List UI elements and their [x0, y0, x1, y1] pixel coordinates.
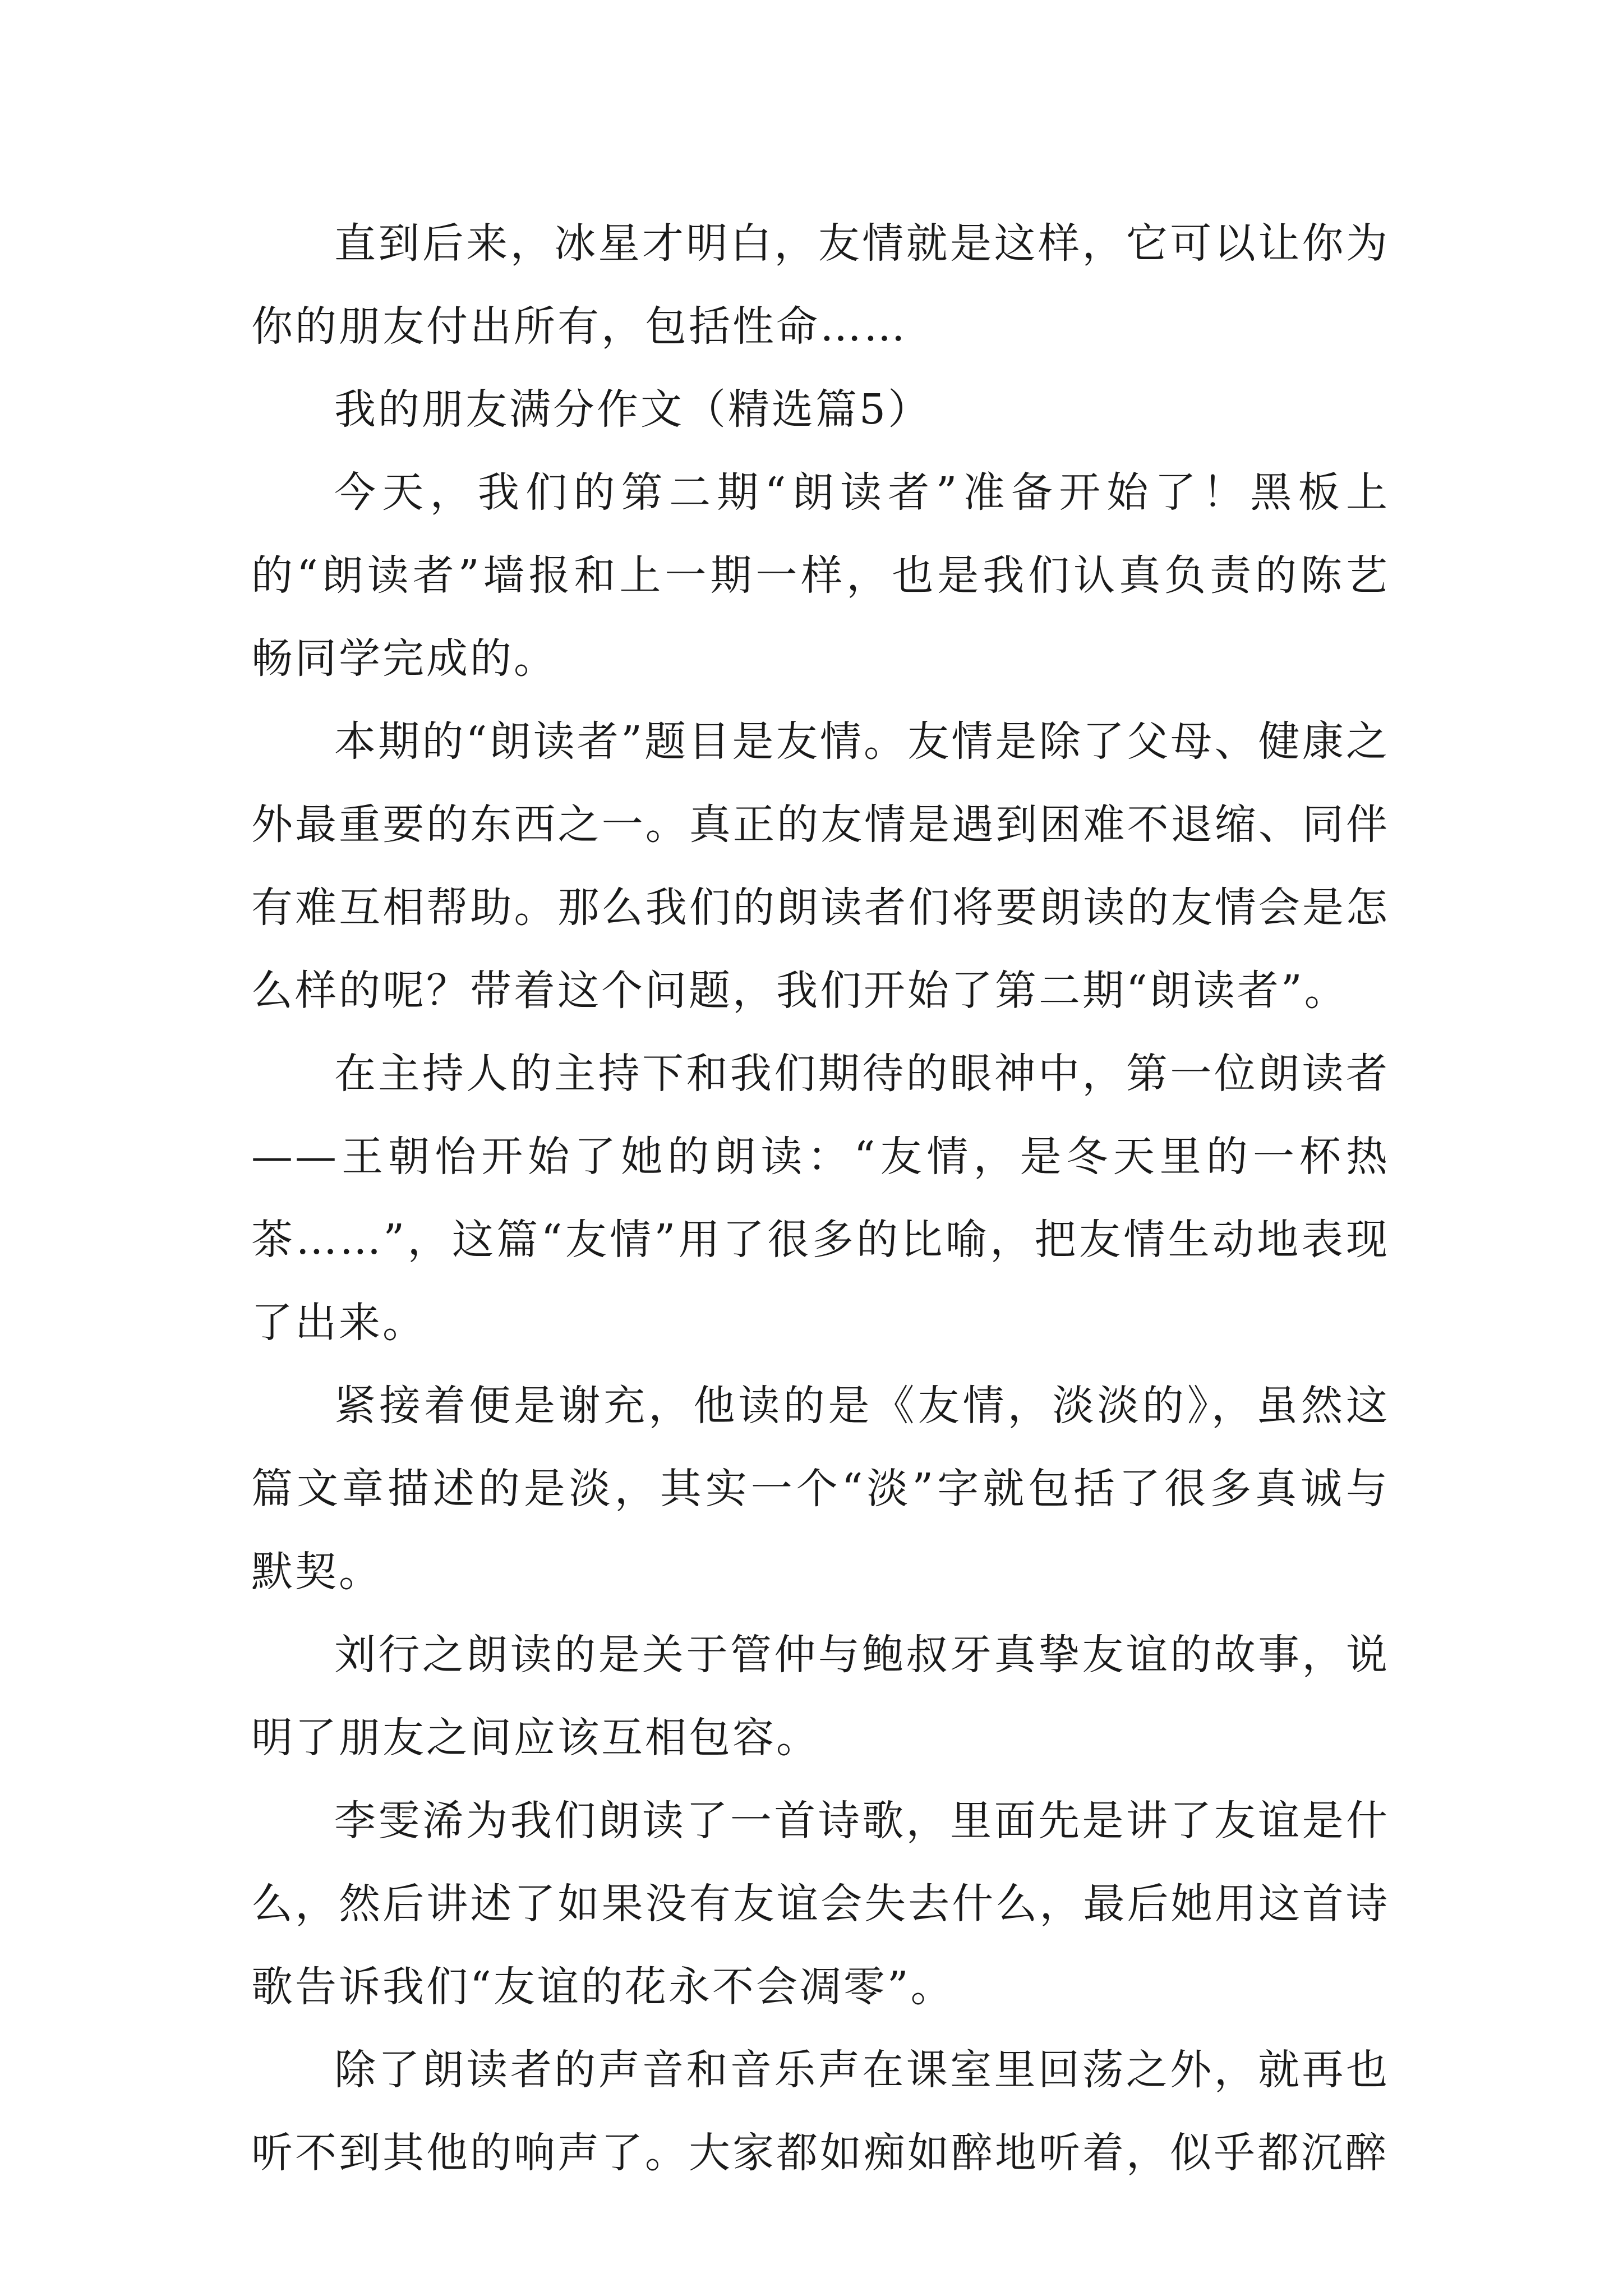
section-heading: 我的朋友满分作文（精选篇5）: [334, 385, 932, 434]
paragraph-2: 今天，我们的第二期“朗读者”准备开始了！黑板上的“朗读者”墙报和上一期一样，也是我们认真负责的陈艺畅同学完成的。: [251, 468, 1390, 683]
paragraph-1: 直到后来，冰星才明白，友情就是这样，它可以让你为你的朋友付出所有，包括性命……: [251, 219, 1390, 351]
paragraph-4: 在主持人的主持下和我们期待的眼神中，第一位朗读者——王朝怡开始了她的朗读：“友情，是冬天里的一杯热茶……”，这篇“友情”用了很多的比喻，把友情生动地表现了出来。: [251, 1050, 1390, 1347]
paragraph-8: 除了朗读者的声音和音乐声在课室里回荡之外，就再也听不到其他的响声了。大家都如痴如醉地听着，似乎都沉醉: [251, 2046, 1390, 2177]
paragraph-5: 紧接着便是谢充，他读的是《友情，淡淡的》，虽然这篇文章描述的是淡，其实一个“淡”字就包括了很多真诚与默契。: [251, 1382, 1390, 1596]
document-body: [251, 202, 1390, 2194]
paragraph-3: 本期的“朗读者”题目是友情。友情是除了父母、健康之外最重要的东西之一。真正的友情是遇到困难不退缩、同伴有难互相帮助。那么我们的朗读者们将要朗读的友情会是怎么样的呢？带着这个问题，我们开始了第二期“朗读者”。: [251, 717, 1390, 1015]
paragraph-7: 李雯浠为我们朗读了一首诗歌，里面先是讲了友谊是什么，然后讲述了如果没有友谊会失去什么，最后她用这首诗歌告诉我们“友谊的花永不会凋零”。: [251, 1797, 1390, 2011]
paragraph-6: 刘行之朗读的是关于管仲与鲍叔牙真挚友谊的故事，说明了朋友之间应该互相包容。: [251, 1631, 1390, 1762]
